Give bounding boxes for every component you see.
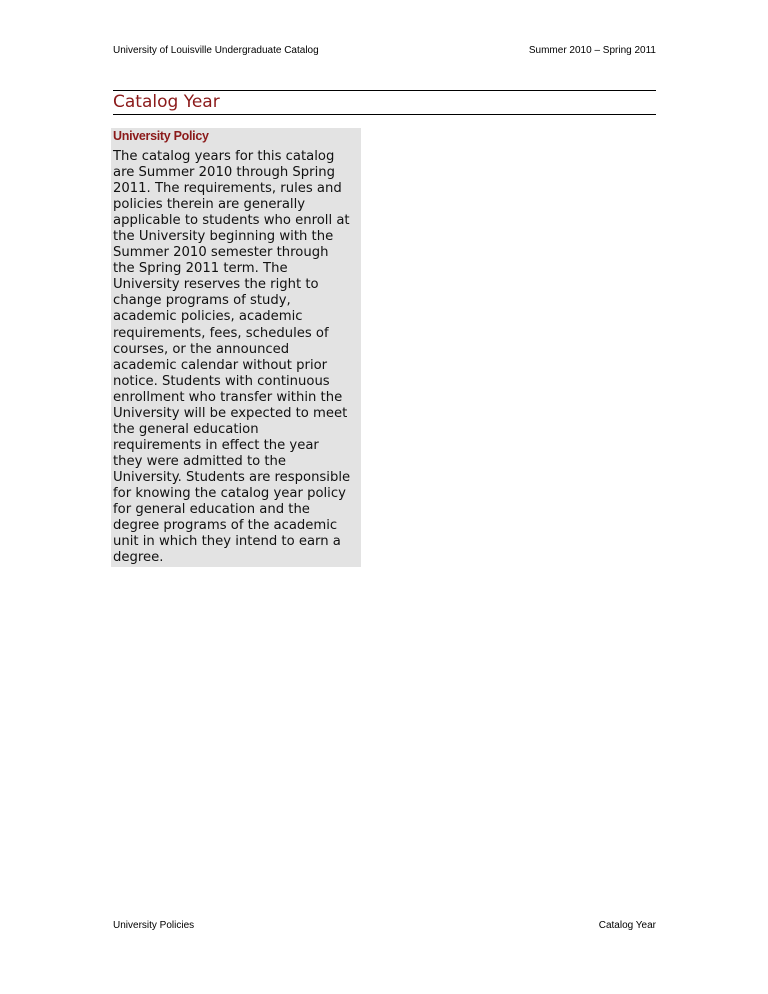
running-header-left: University of Louisville Undergraduate Catalog [113, 45, 319, 56]
policy-heading: University Policy [113, 129, 209, 143]
policy-body-text: The catalog years for this catalog are Summer 2010 through Spring 2011. The requirements, rules and policies therein are generally applicable to students who enroll at the University beginning with the Summer 2010 semester through the Spring 2011 term. The University reserves the right to change programs of study, academic policies, academic requirements, fees, schedules of courses, or the announced academic calendar without prior notice. Students with continuous enrollment who transfer within the University will be expected to meet the general education requirements in effect the year they were admitted to the University. Students are responsible for knowing the catalog year policy for general education and the degree programs of the academic unit in which they intend to earn a degree. [113, 149, 351, 566]
running-header-right: Summer 2010 – Spring 2011 [528, 45, 656, 56]
running-footer-left: University Policies [113, 920, 195, 931]
title-rule-top [113, 90, 656, 91]
page-title: Catalog Year [113, 92, 220, 112]
title-rule-bottom [113, 114, 656, 115]
running-footer-right: Catalog Year [598, 920, 656, 931]
